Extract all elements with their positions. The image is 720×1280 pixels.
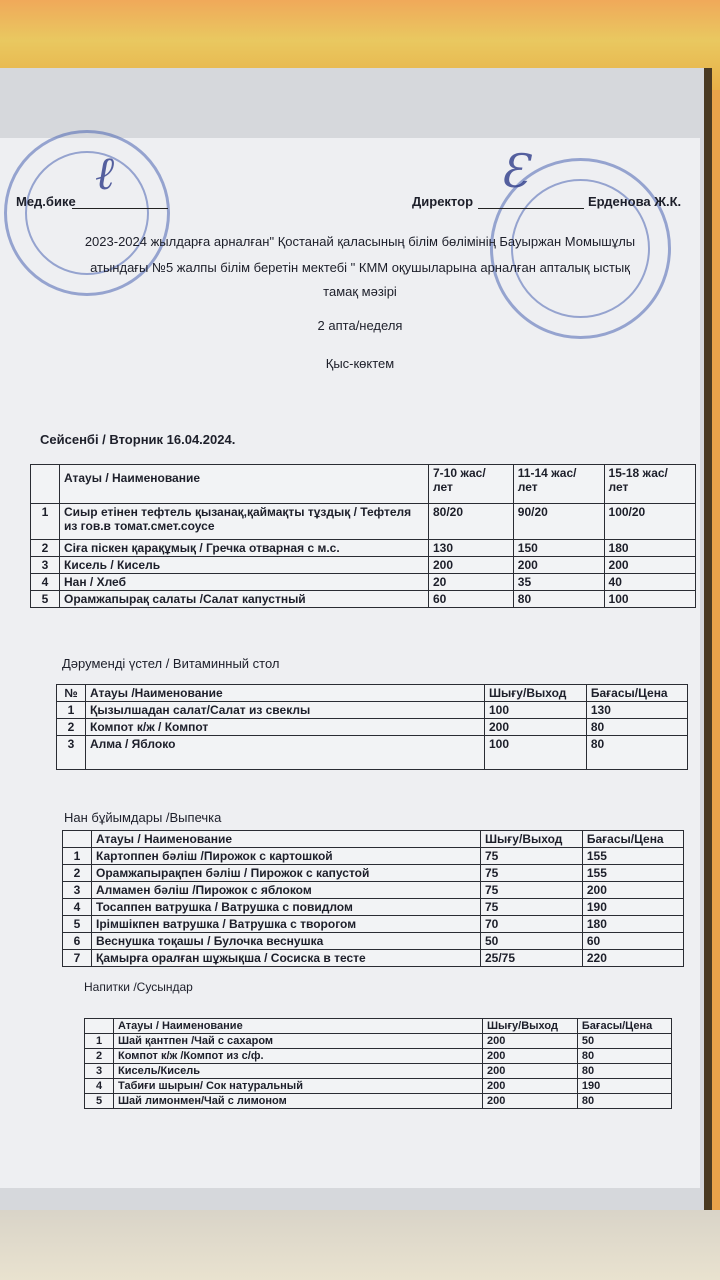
table-row	[31, 504, 696, 540]
table-row	[63, 848, 684, 865]
row-number: 1	[85, 1034, 114, 1049]
header-cell: Атауы / Наименование	[92, 831, 481, 848]
table-row	[85, 1049, 672, 1064]
week-label: 2 апта/неделя	[317, 318, 403, 333]
item-name: Алмамен бәліш /Пирожок с яблоком	[92, 882, 481, 899]
table-row	[31, 591, 696, 608]
item-price: 80	[586, 736, 687, 770]
med-signature-line	[72, 208, 168, 209]
item-name: Ірімшікпен ватрушка / Ватрушка с творогом	[92, 916, 481, 933]
portion-7-10: 60	[429, 591, 514, 608]
header-cell: Бағасы/Цена	[577, 1019, 671, 1034]
header-cell	[63, 831, 92, 848]
row-number: 3	[85, 1064, 114, 1079]
table-row	[85, 1034, 672, 1049]
dish-name: Сіға піскен қарақұмық / Гречка отварная с м.с.	[60, 540, 429, 557]
table-header-row	[85, 1019, 672, 1034]
item-output: 25/75	[481, 950, 583, 967]
menu-sheet	[0, 138, 700, 1188]
table-row	[57, 702, 688, 719]
portion-7-10: 80/20	[429, 504, 514, 540]
director-signature-icon: Ɛ	[500, 144, 529, 198]
table-header-row	[31, 465, 696, 504]
item-name: Картоппен бәліш /Пирожок с картошкой	[92, 848, 481, 865]
item-name: Компот к/ж / Компот	[86, 719, 485, 736]
main-menu-table	[30, 464, 696, 608]
bakery-table	[62, 830, 684, 967]
row-number: 1	[57, 702, 86, 719]
table-row	[85, 1079, 672, 1094]
row-number: 3	[63, 882, 92, 899]
header-cell: 11-14 жас/ лет	[513, 465, 604, 504]
row-number: 3	[57, 736, 86, 770]
header-cell: 7-10 жас/ лет	[429, 465, 514, 504]
item-price: 130	[586, 702, 687, 719]
header-cell	[85, 1019, 114, 1034]
portion-11-14: 35	[513, 574, 604, 591]
row-number: 2	[63, 865, 92, 882]
portion-11-14: 150	[513, 540, 604, 557]
row-number: 2	[57, 719, 86, 736]
table-header-row	[63, 831, 684, 848]
item-price: 190	[582, 899, 683, 916]
item-price: 180	[582, 916, 683, 933]
table-row	[85, 1094, 672, 1109]
item-output: 70	[481, 916, 583, 933]
season-label: Қыс-көктем	[325, 356, 395, 371]
item-price: 80	[586, 719, 687, 736]
header-cell: Атауы / Наименование	[60, 465, 429, 504]
portion-15-18: 180	[604, 540, 695, 557]
director-name: Ерденова Ж.К.	[588, 194, 682, 209]
item-price: 200	[582, 882, 683, 899]
item-price: 80	[577, 1049, 671, 1064]
item-output: 75	[481, 899, 583, 916]
medic-signature-icon: ℓ	[95, 146, 115, 200]
director-label: Директор	[412, 194, 474, 209]
portion-15-18: 100	[604, 591, 695, 608]
row-number: 5	[63, 916, 92, 933]
vitamin-table	[56, 684, 688, 770]
table-row	[63, 899, 684, 916]
item-price: 50	[577, 1034, 671, 1049]
header-cell: Бағасы/Цена	[582, 831, 683, 848]
item-name: Тосаппен ватрушка / Ватрушка с повидлом	[92, 899, 481, 916]
item-output: 200	[483, 1079, 578, 1094]
table-row	[57, 736, 688, 770]
header-cell: 15-18 жас/ лет	[604, 465, 695, 504]
item-output: 200	[485, 719, 587, 736]
portion-15-18: 100/20	[604, 504, 695, 540]
item-price: 80	[577, 1064, 671, 1079]
item-name: Орамжапырақпен бәліш / Пирожок с капустой	[92, 865, 481, 882]
table-row	[31, 540, 696, 557]
dish-name: Орамжапырақ салаты /Салат капустный	[60, 591, 429, 608]
row-number: 5	[31, 591, 60, 608]
item-output: 100	[485, 702, 587, 719]
row-number: 4	[31, 574, 60, 591]
table-row	[63, 865, 684, 882]
row-number: 4	[85, 1079, 114, 1094]
header-cell: Шығу/Выход	[485, 685, 587, 702]
item-name: Қамырға оралған шұжықша / Сосиска в тесте	[92, 950, 481, 967]
portion-15-18: 200	[604, 557, 695, 574]
item-output: 200	[483, 1034, 578, 1049]
item-name: Веснушка тоқашы / Булочка веснушка	[92, 933, 481, 950]
item-output: 75	[481, 848, 583, 865]
table-row	[63, 916, 684, 933]
portion-7-10: 130	[429, 540, 514, 557]
date-line: Сейсенбі / Вторник 16.04.2024.	[40, 432, 236, 447]
header-cell	[31, 465, 60, 504]
item-output: 200	[483, 1049, 578, 1064]
portion-11-14: 200	[513, 557, 604, 574]
item-price: 190	[577, 1079, 671, 1094]
table-row	[31, 557, 696, 574]
item-name: Компот к/ж /Компот из с/ф.	[114, 1049, 483, 1064]
title-line-2: атындағы №5 жалпы білім беретін мектебі " КММ оқушыларына арналған апталық ыстық	[90, 260, 630, 275]
portion-7-10: 200	[429, 557, 514, 574]
row-number: 3	[31, 557, 60, 574]
title-line-1: 2023-2024 жылдарға арналған" Қостанай қаласының білім бөлімінің Бауыржан Момышұлы	[84, 234, 636, 249]
item-output: 75	[481, 865, 583, 882]
header-cell: Шығу/Выход	[481, 831, 583, 848]
table-row	[85, 1064, 672, 1079]
header-cell: Атауы /Наименование	[86, 685, 485, 702]
row-number: 5	[85, 1094, 114, 1109]
header-cell: №	[57, 685, 86, 702]
item-price: 155	[582, 848, 683, 865]
table-header-row	[57, 685, 688, 702]
director-signature-line	[478, 208, 584, 209]
dish-name: Кисель / Кисель	[60, 557, 429, 574]
table-row	[63, 882, 684, 899]
item-name: Қызылшадан салат/Салат из свеклы	[86, 702, 485, 719]
vitamin-section-title: Дәруменді үстел / Витаминный стол	[62, 656, 280, 671]
row-number: 2	[85, 1049, 114, 1064]
portion-15-18: 40	[604, 574, 695, 591]
drinks-table	[84, 1018, 672, 1109]
row-number: 7	[63, 950, 92, 967]
portion-7-10: 20	[429, 574, 514, 591]
item-output: 50	[481, 933, 583, 950]
row-number: 1	[31, 504, 60, 540]
item-name: Кисель/Кисель	[114, 1064, 483, 1079]
drinks-section-title: Напитки /Сусындар	[84, 980, 193, 994]
row-number: 2	[31, 540, 60, 557]
row-number: 6	[63, 933, 92, 950]
item-price: 155	[582, 865, 683, 882]
row-number: 4	[63, 899, 92, 916]
portion-11-14: 90/20	[513, 504, 604, 540]
header-cell: Бағасы/Цена	[586, 685, 687, 702]
table-row	[57, 719, 688, 736]
portion-11-14: 80	[513, 591, 604, 608]
header-cell: Атауы / Наименование	[114, 1019, 483, 1034]
item-output: 100	[485, 736, 587, 770]
dish-name: Нан / Хлеб	[60, 574, 429, 591]
table-row	[31, 574, 696, 591]
header-cell: Шығу/Выход	[483, 1019, 578, 1034]
dish-name: Сиыр етінен тефтель қызанақ,қаймақты тұздық / Тефтеля из гов.в томат.смет.соусе	[60, 504, 429, 540]
table-row	[63, 933, 684, 950]
row-number: 1	[63, 848, 92, 865]
item-name: Табиғи шырын/ Сок натуральный	[114, 1079, 483, 1094]
item-price: 60	[582, 933, 683, 950]
item-price: 220	[582, 950, 683, 967]
item-output: 75	[481, 882, 583, 899]
item-name: Шай лимонмен/Чай с лимоном	[114, 1094, 483, 1109]
med-label: Мед.бике	[16, 194, 76, 209]
item-output: 200	[483, 1094, 578, 1109]
item-name: Алма / Яблоко	[86, 736, 485, 770]
item-price: 80	[577, 1094, 671, 1109]
title-line-3: тамақ мәзірі	[323, 284, 397, 299]
item-name: Шай қантпен /Чай с сахаром	[114, 1034, 483, 1049]
item-output: 200	[483, 1064, 578, 1079]
floor-background	[0, 1210, 720, 1280]
table-row	[63, 950, 684, 967]
bakery-section-title: Нан бұйымдары /Выпечка	[64, 810, 222, 825]
